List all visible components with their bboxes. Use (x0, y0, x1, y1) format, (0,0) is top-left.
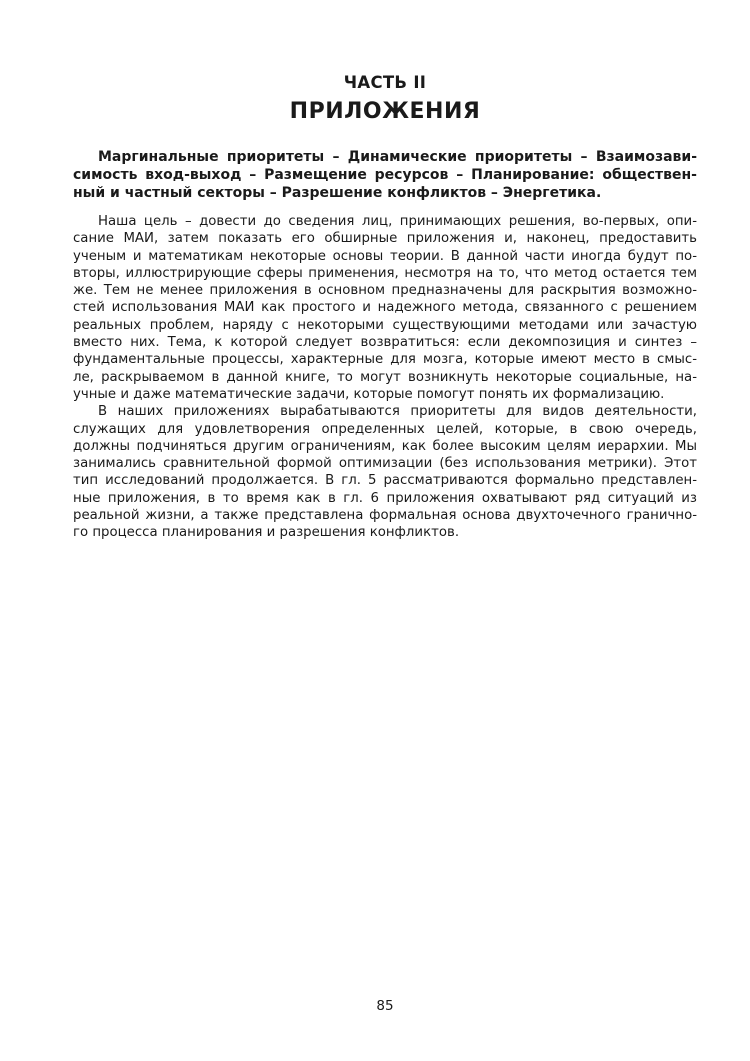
text-line: Наша цель – довести до сведения лиц, принимающих решения, во-первых, опи- (98, 214, 697, 229)
paragraph-2 (73, 403, 697, 541)
page-number: 85 (376, 998, 394, 1014)
part-title: ПРИЛОЖЕНИЯ (289, 99, 481, 124)
text-line: реальной жизни, а также представлена формальная основа двухточечного гранично- (73, 508, 697, 524)
text-line: ученым и математикам некоторые основы теории. В данной части иногда будут по- (73, 248, 697, 264)
text-line: тип исследований продолжается. В гл. 5 рассматриваются формально представлен- (73, 473, 697, 489)
paragraph-1 (73, 213, 697, 403)
text-line: сание МАИ, затем показать его обширные приложения и, наконец, предоставить (73, 231, 697, 247)
chapter-keywords (73, 148, 697, 202)
part-label: ЧАСТЬ II (343, 73, 427, 92)
body-text (73, 213, 697, 542)
keywords-line: симость вход-выход – Размещение ресурсов – Планирование: обществен- (73, 167, 697, 183)
text-line: стей использования МАИ как простого и надежного метода, связанного с решением (73, 300, 697, 316)
text-line: учные и даже математические задачи, которые помогут понять их формализацию. (73, 386, 665, 402)
text-line: фундаментальные процессы, характерные для мозга, которые имеют место в смыс- (73, 352, 697, 368)
text-line: реальных проблем, наряду с некоторыми существующими методами или зачастую (73, 317, 697, 333)
text-line: служащих для удовлетворения определенных целей, которые, в свою очередь, (73, 421, 697, 437)
text-line: ле, раскрываемом в данной книге, то могут возникнуть некоторые социальные, на- (73, 369, 697, 385)
text-line: вторы, иллюстрирующие сферы применения, несмотря на то, что метод остается тем (73, 265, 697, 281)
text-line: ные приложения, в то время как в гл. 6 приложения охватывают ряд ситуаций из (73, 490, 697, 506)
text-line: В наших приложениях вырабатываются приоритеты для видов деятельности, (98, 404, 697, 420)
keywords-line: Маргинальные приоритеты – Динамические приоритеты – Взаимозави- (98, 149, 697, 165)
text-line: занимались сравнительной формой оптимизации (без использования метрики). Этот (73, 456, 697, 472)
text-line: должны подчиняться другим ограничениям, как более высоким целям иерархии. Мы (73, 438, 697, 454)
text-line: вместо них. Тема, к которой следует возвратиться: если декомпозиция и синтез – (73, 335, 697, 351)
text-line: го процесса планирования и разрешения конфликтов. (73, 525, 460, 541)
text-line: же. Тем не менее приложения в основном предназначены для раскрытия возможно- (73, 283, 697, 299)
keywords-line: ный и частный секторы – Разрешение конфликтов – Энергетика. (73, 185, 602, 201)
